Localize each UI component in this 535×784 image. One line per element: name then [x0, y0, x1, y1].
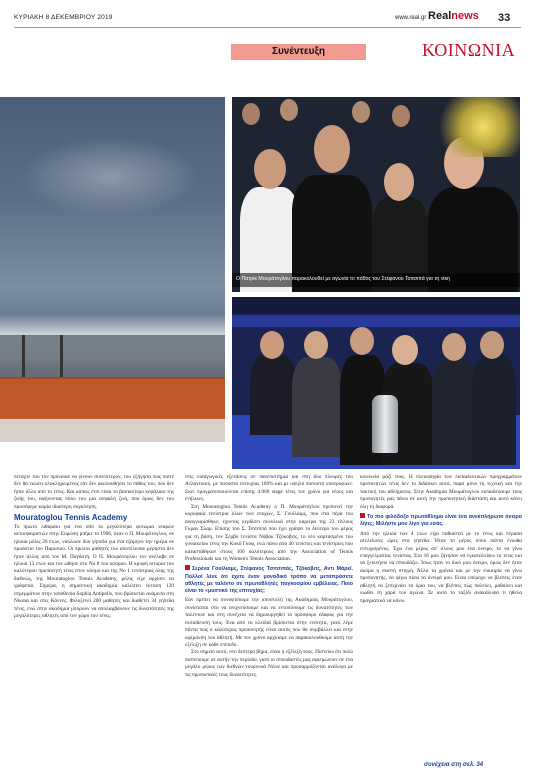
photo-balcony-sky: [0, 97, 225, 442]
section-label: Συνέντευξη: [271, 46, 326, 57]
paragraph: στις εισαγωγικές εξετάσεις σε πανεπιστήμια και στη δύο πλευρές του Ατλαντικού, με ποσοστό επιτυχίας 100% και με υψηλό ποσοστό υποτροφιών. Εκεί πραγματοποιούνται επίσης 4.000 stage τένις τον χρόνο για νέους και ενήλικες.: [185, 474, 353, 503]
photo-caption: Ο Πατρίκ Μουράτογλου παρακολουθεί με αγωνία το πάθος του Στέφανου Τσιτσιπά για τη νίκη: [236, 276, 450, 282]
trophy-icon: [372, 395, 398, 453]
photo-floor: [0, 419, 225, 442]
paragraph: Στη Mouratoglou Tennis Academy ο Π. Μουράτογλου προπονεί την κορυφαία τενίστρια όλων των εποχών, Σ. Γουίλιαμς, που στα πέρα του αναγνωρίσθηκε, έχοντας κερδίσει συνολικά στην καριέρα της 23 τίτλους Γκραν Σλαμ. Επίσης του Σ. Τσιτσιπά που έχει γράψει το δεύτερο του μέρος για τη βάση, τον Σέρβο τενίστα Νόβακ Τζόκοβιτς, το νέο καρτασμένο του γυναικείου τένις την Κοκό Γκοφ, ενώ πάνω από 40 τενίστες και τενίστριες που καταστάθηκαν στους 100 καλύτερους από την Association of Tennis Professionals και τη Women's Tennis Association.: [185, 503, 353, 562]
red-square-bullet-icon: [360, 513, 365, 518]
photo-railing-post: [60, 335, 63, 379]
paragraph: Από την ηλικία των 4 ετών είχα παθιαστεί με το τένις και πέρασα ατελείωτες ώρες στα γήπεδα. Ήταν το μέρος όπου πάντα ένιωθα ευτυχισμένος. Έχω ένα μέρος απ' όλους μου ένα όνειρο, το να γίνω επαγγελματίας τενίστας. Στα 16 μου ζήτησαν να εγκαταλείψω το τένις και να ξεκινήσω να σπουδάζω. Ίσως ήταν το δικό μου όνειρο, όμως δεν ήταν ακόμα η σωστή στιγμή. Άλλα τα χρόνια και με την ευκαιρία να γίνω προπονητής, να φέρω πίσω τα όνειρά μου. Είναι υπέροχο να βλέπεις έναν αθλητή να ξεπερνάει τα όρια του, να βλέπεις πώς παλεύει, μαθαίνει και νιώθει τη χαρά του αγώνα. Σε αυτό το ταξίδι ανακάλυψα τι ήθελα πραγματικά να κάνω.: [360, 530, 522, 604]
question-text: Το πιο φιλόδοξο πρωτάθλημα είναι ένα ανεκπλήρωτο όνειρο λίγες; Μιλήστε μου λίγο για εσάς.: [360, 514, 522, 528]
red-square-bullet-icon: [185, 565, 190, 570]
interview-question: [185, 565, 353, 595]
photo-deck: [0, 379, 225, 419]
photo-railing-post: [22, 335, 25, 379]
site-url: www.real.gr: [395, 15, 427, 21]
photo-glass-railing: [0, 335, 225, 379]
interview-question: [360, 513, 522, 528]
photo-coach-crowd: [232, 97, 520, 292]
section-title: ΚΟΙΝΩΝΙΑ: [422, 40, 516, 60]
issue-date: ΚΥΡΙΑΚΗ 8 ΔΕΚΕΜΒΡΙΟΥ 2019: [14, 14, 113, 21]
brand-real: Real: [428, 10, 452, 22]
paragraph: Το πρώτο λιθαράκι για ένα από τα μεγαλύτερα φυτώρια νεαρών αντισφαιριστών στην Ευρώπη μπήκε το 1996, όταν ο Π. Μουράτογλου, σε ηλικία μόλις 26 ετών, ναύλωσε δύο γήπεδα για ένα εξάμηνο την ημέρα σε προάστιο του Παρισιού. Οι πρώτοι μαθητές του αποτέλεσαν μέρηστα δεν ήταν άλλος από τον Μ. Παγδατή. Ο Π. Μουράτογλου τον ανέλαβε σε ηλικία 13 ετών και τον ώθησε στο Νο 8 του κόσμου. Η κρυφή ιστορία του καλύτερου προπονητή τένις στον κόσμο και της Νο 1 τενίστριας όλης της διεθνώς, της Mouratoglou Tennis Academy, μόλις είχε αρχίσει να γράφεται. Σήμερα, η σημαντική ακαδημία καλύπτει έκταση 120 στρεμμάτων στην τοποθεσία Sophia Antipolis, που βρίσκεται ανάμεσα στη Νίκαια και στις Κάννες. Φιλοξενεί 200 μαθητές και διαθέτει 34 γήπεδα τένις, ενώ στην ακαδημία μπορούν να απολαμβάνουν τις δυνατότητές της μεγαλύτερες αθλητές από τον χώρο του τένις.: [14, 523, 174, 620]
brand-news: news: [451, 10, 479, 22]
subheading: Mouratoglou Tennis Academy: [14, 513, 128, 523]
continued-on-page: συνέχεια στη σελ. 34: [424, 762, 484, 768]
text-column-3: [360, 474, 522, 605]
header-divider: [14, 27, 521, 28]
arena-ad-board: [232, 315, 520, 327]
page-number: 33: [498, 12, 511, 24]
question-text: Σερένα Γουίλιαμς, Στέφανος Τσιτσιπάς, Τζόκοβιτς, Αντι Μάρεϊ. Πολλοί λένε ότι έχετε έναν μοναδικό τρόπο να μεταπράσετε αθλητές με ταλέντο σε πρωταθλητές παγκοσμίου εμβέλειας. Ποιο είναι το «μυστικό της επιτυχίας;: [185, 566, 353, 595]
text-column-2: [185, 474, 353, 679]
paragraph: πετάχτε του τον πρόνοιαν να γίνουν συνείπτερον, του εξήγησα πως πιστέ δεν θα νιώσει ολοκληρωμένος εάν δεν ακολουθήσει το πάθος του, που δεν ήταν άλλο από το τένις. Και κάπως έτσι είναι το βασικότερο κεφάλαιο της ζωής του, αφήνοντας πίσω του μια ασφαλή ζωή, που όμως δεν του προσέφερε καμία ιδιαίτερη συγκίνηση.: [14, 474, 174, 510]
paragraph: Στο σημείο αυτό, στο δεύτερο βήμα, είναι η εξέλιξη τους. Πιστεύω ότι πολύ πιστεύουμε σε αυτήν την περίοδο, γιατί οι σπουδαστές μας αφιερώνουν σε ένα μεγάλο μέρος των διεθνών τουρνουά Νέων και προσαρμόζονται ανάλογα με τις προσωπικές τους δυνατότητες.: [185, 649, 353, 678]
text-column-1: [14, 474, 174, 621]
paragraph: κοινωνία μαζί τους. Η πλειοψηφία των εκπαιδευτικών προγραμμάτων προπονητών τένις δεν το διδάσκει αυτό, παρά μόνο τη τεχνική και την τακτική του αθλήματος. Στην Ακαδημία Μουράτογλου εκπαιδεύουμε τους προπονητές μας πάνω σε αυτή την προπονητική διάσταση και αυτό κάνει όλη τη διαφορά.: [360, 474, 522, 510]
paragraph: Εάν πρέπει να συνοψίσουμε την αποστολή της Ακαδημίας Μουράτογλου, συνίσταται στο να ανιχνεύσουμε και να εντοπίσουμε τις δυνατότητες των ταλέντων και στη συνέχεια να δημιουργηθεί το πρόσφορο έδαφος για την εκπαίδευσή τους. Ένα από τα κλειδιά βρίσκεται στην ενότητα, γιατί λέμε πάντα πως ο καλύτερος προπονητής είναι αυτός που θα συμβάλλει και στην ωρίμανση του αθλητή. Με τον χρόνο αρχίσαμε να παρακολουθούμε αυτή την εξέλιξη σε κάθε επίπεδο.: [185, 597, 353, 648]
masthead: [395, 10, 479, 22]
photo-cloud: [20, 137, 200, 217]
